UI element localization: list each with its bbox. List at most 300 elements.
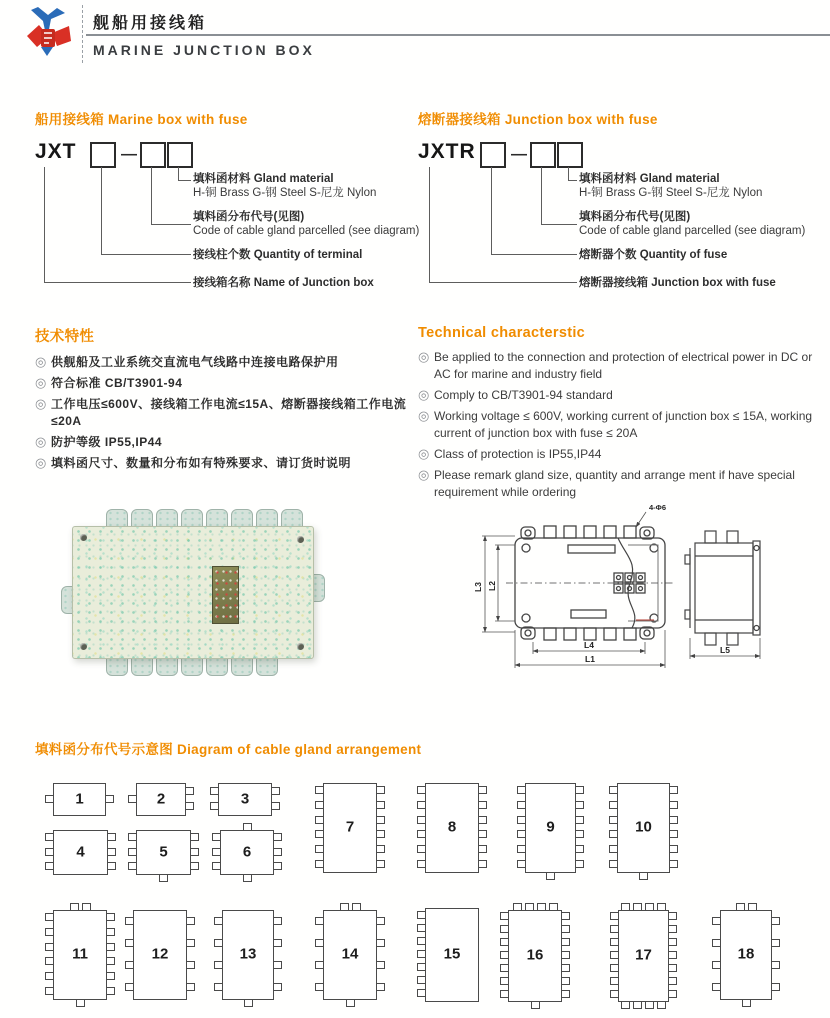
gland-nub xyxy=(106,913,115,921)
callout-text: 接线箱名称 Name of Junction box xyxy=(193,277,374,289)
tech-item-text: 符合标准 CB/T3901-94 xyxy=(51,376,183,390)
dim-label-l1: L1 xyxy=(585,654,595,664)
callout-text: Code of cable gland parcelled (see diagram) xyxy=(579,225,806,237)
corner-screw xyxy=(80,534,87,541)
model-code-jxt: JXT xyxy=(35,140,77,163)
gland-box-number: 12 xyxy=(151,945,169,963)
gland-nub xyxy=(561,977,570,985)
gland-nub xyxy=(712,983,721,991)
tech-item-text: 供舰船及工业系统交直流电气线路中连接电路保护用 xyxy=(51,355,339,369)
gland-nub xyxy=(82,903,91,911)
gland-arrangement-box-13 xyxy=(222,910,274,1000)
tech-section-en xyxy=(418,325,816,505)
model-square-2 xyxy=(140,142,166,168)
gland-nub xyxy=(315,845,324,853)
gland-nub xyxy=(668,912,677,920)
gland-nub xyxy=(76,999,85,1007)
gland-nub xyxy=(610,925,619,933)
gland-box-number: 2 xyxy=(156,790,166,808)
gland-nub xyxy=(125,917,134,925)
callout-label-fuse-box-name xyxy=(579,276,776,290)
gland-nub xyxy=(609,786,618,794)
gland-nub xyxy=(106,928,115,936)
gland-box-number: 15 xyxy=(443,945,461,963)
gland-nub xyxy=(214,961,223,969)
tech-list-zh xyxy=(35,354,413,472)
gland-nub xyxy=(45,957,54,965)
cable-gland xyxy=(231,656,253,676)
gland-nub xyxy=(185,802,194,810)
tech-item xyxy=(35,434,413,451)
gland-box-number: 10 xyxy=(635,818,652,836)
gland-nub xyxy=(771,939,780,947)
gland-nub xyxy=(45,862,54,870)
tech-item-text: Please remark gland size, quantity and arrange ment if have special requirement while ordering xyxy=(434,468,795,499)
gland-nub xyxy=(271,787,280,795)
tech-item xyxy=(418,446,816,463)
gland-nub xyxy=(417,924,426,932)
gland-nub xyxy=(105,795,114,803)
callout-label-box-name xyxy=(193,276,374,290)
gland-nub xyxy=(657,903,666,911)
gland-nub xyxy=(417,989,426,997)
gland-nub xyxy=(668,977,677,985)
gland-nub xyxy=(352,903,361,911)
tech-item xyxy=(35,375,413,392)
gland-nub xyxy=(45,913,54,921)
tech-item xyxy=(35,396,413,430)
cable-gland xyxy=(156,656,178,676)
bullet-ring-icon: ◎ xyxy=(418,467,430,482)
tech-item-text: Comply to CB/T3901-94 standard xyxy=(434,388,613,402)
gland-nub xyxy=(610,951,619,959)
gland-nub xyxy=(376,816,385,824)
dimension-labels xyxy=(473,503,730,664)
product-photo-junction-box xyxy=(60,498,395,688)
cable-gland xyxy=(256,656,278,676)
gland-nub xyxy=(346,999,355,1007)
tech-item-text: 防护等级 IP55,IP44 xyxy=(51,435,163,449)
gland-arrangement-box-18 xyxy=(720,910,772,1000)
gland-nub xyxy=(669,816,678,824)
gland-nub xyxy=(417,963,426,971)
gland-nub xyxy=(712,961,721,969)
gland-nub xyxy=(273,961,282,969)
callout-line-fuse-box-name xyxy=(429,167,577,283)
gland-arrangement-box-2 xyxy=(136,783,186,816)
gland-nub xyxy=(633,903,642,911)
gland-box-number: 5 xyxy=(159,843,168,861)
gland-nub xyxy=(210,787,219,795)
gland-arrangement-box-12 xyxy=(133,910,187,1000)
model-code-jxtr: JXTR xyxy=(418,140,476,163)
gland-nub xyxy=(561,938,570,946)
gland-nub xyxy=(212,833,221,841)
gland-box-number: 7 xyxy=(345,818,355,836)
gland-nub xyxy=(315,816,324,824)
cable-gland xyxy=(131,656,153,676)
side-view-drawing xyxy=(685,531,760,645)
model-dash: — xyxy=(511,146,527,163)
model-designation-jxtr xyxy=(418,140,810,310)
gland-nub xyxy=(45,795,54,803)
gland-arrangement-box-9 xyxy=(525,783,576,873)
gland-nub xyxy=(186,983,195,991)
gland-nub xyxy=(669,845,678,853)
gland-nub xyxy=(273,939,282,947)
callout-label-fuse-qty xyxy=(579,248,727,262)
tech-heading-en: Technical characterstic xyxy=(418,325,586,341)
gland-box-number: 4 xyxy=(76,843,85,861)
callout-text: H-铜 Brass G-钢 Steel S-尼龙 Nylon xyxy=(579,187,763,199)
dim-label-holes: 4-Φ6 xyxy=(649,503,666,512)
gland-nub xyxy=(212,862,221,870)
gland-nub xyxy=(106,987,115,995)
gland-arrangement-box-6 xyxy=(220,830,274,875)
gland-nub xyxy=(376,860,385,868)
bullet-ring-icon: ◎ xyxy=(418,446,430,461)
header-rule xyxy=(86,34,830,36)
callout-label-gland-material xyxy=(193,172,376,200)
gland-nub xyxy=(771,983,780,991)
gland-nub xyxy=(500,951,509,959)
bullet-ring-icon: ◎ xyxy=(35,375,47,390)
callout-text: 接线柱个数 Quantity of terminal xyxy=(193,249,363,261)
callout-text: 填料函分布代号(见图) xyxy=(193,211,305,223)
gland-nub xyxy=(128,862,137,870)
gland-nub xyxy=(376,786,385,794)
gland-nub xyxy=(633,1001,642,1009)
gland-arrangement-box-10 xyxy=(617,783,670,873)
tech-item xyxy=(418,349,816,383)
gland-nub xyxy=(315,917,324,925)
gland-nub xyxy=(128,833,137,841)
gland-nub xyxy=(186,939,195,947)
gland-nub xyxy=(517,860,526,868)
gland-nub xyxy=(517,845,526,853)
gland-nub xyxy=(537,903,546,911)
gland-nub xyxy=(575,845,584,853)
gland-nub xyxy=(315,961,324,969)
gland-nub xyxy=(417,830,426,838)
gland-box-number: 16 xyxy=(526,946,544,964)
gland-box-number: 13 xyxy=(239,945,257,963)
gland-nub xyxy=(190,862,199,870)
gland-nub xyxy=(712,917,721,925)
gland-nub xyxy=(125,939,134,947)
gland-nub xyxy=(478,801,487,809)
header-divider xyxy=(82,5,83,63)
gland-nub xyxy=(243,874,252,882)
tech-item xyxy=(418,387,816,404)
tech-item-text: Be applied to the connection and protection of electrical power in DC or AC for marine and industry field xyxy=(434,350,813,381)
gland-nub xyxy=(669,830,678,838)
gland-nub xyxy=(417,801,426,809)
gland-arrangement-box-7 xyxy=(323,783,377,873)
gland-nub xyxy=(107,862,116,870)
gland-arrangement-box-5 xyxy=(136,830,191,875)
gland-nub xyxy=(243,823,252,831)
gland-nub xyxy=(315,786,324,794)
gland-nub xyxy=(315,830,324,838)
gland-nub xyxy=(712,939,721,947)
gland-box-number: 3 xyxy=(240,790,250,808)
callout-text: 熔断器个数 Quantity of fuse xyxy=(579,249,728,261)
gland-nub xyxy=(561,951,570,959)
gland-nub xyxy=(657,1001,666,1009)
gland-nub xyxy=(107,833,116,841)
tech-heading-zh: 技术特性 xyxy=(35,329,95,345)
logo-bottom-tip xyxy=(41,47,53,56)
gland-nub xyxy=(500,938,509,946)
gland-nub xyxy=(561,990,570,998)
gland-arrangement-box-3 xyxy=(218,783,272,816)
gland-nub xyxy=(575,816,584,824)
gland-nub xyxy=(645,1001,654,1009)
gland-nub xyxy=(376,801,385,809)
gland-nub xyxy=(478,786,487,794)
gland-nub xyxy=(771,917,780,925)
gland-nub xyxy=(742,999,751,1007)
cable-gland xyxy=(106,656,128,676)
gland-nub xyxy=(417,845,426,853)
gland-arrangement-box-14 xyxy=(323,910,377,1000)
gland-nub xyxy=(669,786,678,794)
model-square-1 xyxy=(480,142,506,168)
gland-nub xyxy=(417,816,426,824)
gland-nub xyxy=(271,802,280,810)
gland-nub xyxy=(45,928,54,936)
tech-item xyxy=(418,408,816,442)
gland-nub xyxy=(517,786,526,794)
gland-arrangement-box-4 xyxy=(53,830,108,875)
gland-arrangement-box-17 xyxy=(618,910,669,1002)
model-square-3 xyxy=(167,142,193,168)
gland-nub xyxy=(125,983,134,991)
gland-nub xyxy=(609,860,618,868)
corner-screw xyxy=(80,643,87,650)
model-square-3 xyxy=(557,142,583,168)
gland-nub xyxy=(417,911,426,919)
gland-nub xyxy=(128,848,137,856)
model-dash: — xyxy=(121,146,137,163)
gland-nub xyxy=(621,1001,630,1009)
gland-nub xyxy=(70,903,79,911)
callout-text: H-铜 Brass G-钢 Steel S-尼龙 Nylon xyxy=(193,187,377,199)
gland-nub xyxy=(315,939,324,947)
gland-nub xyxy=(376,830,385,838)
gland-nub xyxy=(212,848,221,856)
front-view-drawing xyxy=(506,526,675,640)
model-square-2 xyxy=(530,142,556,168)
dim-label-l5: L5 xyxy=(720,645,730,655)
tech-section-zh xyxy=(35,325,413,476)
gland-nub xyxy=(669,860,678,868)
section-heading-fuse-box: 熔断器接线箱 Junction box with fuse xyxy=(418,112,658,127)
gland-nub xyxy=(668,925,677,933)
gland-nub xyxy=(190,833,199,841)
gland-nub xyxy=(214,983,223,991)
gland-nub xyxy=(45,972,54,980)
gland-nub xyxy=(417,860,426,868)
gland-nub xyxy=(668,990,677,998)
gland-nub xyxy=(417,976,426,984)
gland-nub xyxy=(736,903,745,911)
gland-box-number: 8 xyxy=(447,818,457,836)
gland-nub xyxy=(186,917,195,925)
gland-nub xyxy=(500,964,509,972)
gland-nub xyxy=(244,999,253,1007)
bullet-ring-icon: ◎ xyxy=(418,349,430,364)
callout-label-gland-code xyxy=(193,210,419,238)
gland-nub xyxy=(668,964,677,972)
gland-nub xyxy=(748,903,757,911)
gland-nub xyxy=(45,848,54,856)
gland-nub xyxy=(478,860,487,868)
dimension-drawing xyxy=(468,498,813,698)
bullet-ring-icon: ◎ xyxy=(35,434,47,449)
callout-text: 填料函分布代号(见图) xyxy=(579,211,691,223)
callout-text: 熔断器接线箱 Junction box with fuse xyxy=(579,277,776,289)
gland-nub xyxy=(610,912,619,920)
tech-item-text: Class of protection is IP55,IP44 xyxy=(434,447,602,461)
gland-nub xyxy=(315,860,324,868)
callout-label-gland-material xyxy=(579,172,762,200)
gland-nub xyxy=(500,912,509,920)
gland-nub xyxy=(376,845,385,853)
gland-nub xyxy=(561,912,570,920)
dim-label-l4: L4 xyxy=(584,640,594,650)
gland-box-number: 14 xyxy=(341,945,359,963)
gland-arrangement-box-15 xyxy=(425,908,479,1002)
bullet-ring-icon: ◎ xyxy=(35,396,47,411)
dimension-lines xyxy=(482,512,760,668)
gland-nub xyxy=(500,990,509,998)
gland-nub xyxy=(500,977,509,985)
bullet-ring-icon: ◎ xyxy=(35,354,47,369)
gland-nub xyxy=(128,795,137,803)
company-logo xyxy=(24,6,74,60)
gland-nub xyxy=(771,961,780,969)
gland-nub xyxy=(669,801,678,809)
tech-item-text: Working voltage ≤ 600V, working current of junction box ≤ 15A, working current of junction box with fuse ≤ 20A xyxy=(434,409,813,440)
gland-nub xyxy=(273,833,282,841)
gland-nub xyxy=(315,801,324,809)
gland-box-number: 6 xyxy=(242,843,252,861)
gland-nub xyxy=(45,987,54,995)
gland-nub xyxy=(478,830,487,838)
gland-arrangement-box-1 xyxy=(53,783,106,816)
gland-box-number: 9 xyxy=(546,818,555,836)
page-title-en: MARINE JUNCTION BOX xyxy=(93,42,315,58)
callout-text: Code of cable gland parcelled (see diagram) xyxy=(193,225,420,237)
gland-arrangement-box-16 xyxy=(508,910,562,1002)
gland-nub xyxy=(417,786,426,794)
gland-nub xyxy=(609,816,618,824)
gland-nub xyxy=(185,787,194,795)
gland-nub xyxy=(273,862,282,870)
gland-nub xyxy=(610,977,619,985)
gland-nub xyxy=(107,848,116,856)
gland-nub xyxy=(106,957,115,965)
gland-nub xyxy=(376,983,385,991)
gland-nub xyxy=(639,872,648,880)
section-heading-gland-arrangement: 填料函分布代号示意图 Diagram of cable gland arrangement xyxy=(35,742,422,757)
gland-nub xyxy=(575,860,584,868)
gland-nub xyxy=(610,938,619,946)
callout-label-terminal-qty xyxy=(193,248,362,262)
bullet-ring-icon: ◎ xyxy=(418,408,430,423)
gland-arrangement-box-11 xyxy=(53,910,107,1000)
cable-gland xyxy=(206,656,228,676)
gland-nub xyxy=(106,972,115,980)
gland-nub xyxy=(315,983,324,991)
gland-box-number: 11 xyxy=(72,945,88,963)
bullet-ring-icon: ◎ xyxy=(418,387,430,402)
gland-nub xyxy=(186,961,195,969)
gland-nub xyxy=(513,903,522,911)
gland-nub xyxy=(531,1001,540,1009)
callout-text: 填料函材料 Gland material xyxy=(193,173,334,185)
gland-nub xyxy=(210,802,219,810)
gland-nub xyxy=(45,943,54,951)
gland-nub xyxy=(190,848,199,856)
gland-nub xyxy=(340,903,349,911)
gland-nub xyxy=(214,939,223,947)
gland-arrangement-box-8 xyxy=(425,783,479,873)
gland-nub xyxy=(668,951,677,959)
gland-nub xyxy=(159,874,168,882)
gland-nub xyxy=(609,801,618,809)
dim-label-l2: L2 xyxy=(487,581,497,591)
gland-nub xyxy=(478,816,487,824)
gland-nub xyxy=(561,925,570,933)
gland-nub xyxy=(273,917,282,925)
callout-text: 填料函材料 Gland material xyxy=(579,173,720,185)
gland-nub xyxy=(561,964,570,972)
nameplate-label xyxy=(212,566,239,624)
gland-nub xyxy=(609,845,618,853)
gland-nub xyxy=(610,964,619,972)
cable-gland xyxy=(181,656,203,676)
gland-nub xyxy=(376,939,385,947)
gland-nub xyxy=(417,937,426,945)
callout-label-gland-code xyxy=(579,210,805,238)
gland-nub xyxy=(517,830,526,838)
corner-screw xyxy=(297,643,304,650)
gland-nub xyxy=(45,833,54,841)
gland-nub xyxy=(376,961,385,969)
tech-item xyxy=(418,467,816,501)
gland-box-number: 1 xyxy=(75,790,84,808)
gland-nub xyxy=(125,961,134,969)
gland-box-number: 17 xyxy=(635,946,652,964)
gland-nub xyxy=(376,917,385,925)
section-heading-marine-box: 船用接线箱 Marine box with fuse xyxy=(35,112,248,127)
bullet-ring-icon: ◎ xyxy=(35,455,47,470)
gland-nub xyxy=(575,786,584,794)
tech-item xyxy=(35,455,413,472)
gland-nub xyxy=(214,917,223,925)
gland-nub xyxy=(610,990,619,998)
tech-list-en xyxy=(418,349,816,501)
gland-nub xyxy=(621,903,630,911)
gland-nub xyxy=(517,801,526,809)
corner-screw xyxy=(297,536,304,543)
gland-nub xyxy=(273,983,282,991)
junction-box-body xyxy=(72,526,314,659)
callout-line-box-name xyxy=(44,167,191,283)
